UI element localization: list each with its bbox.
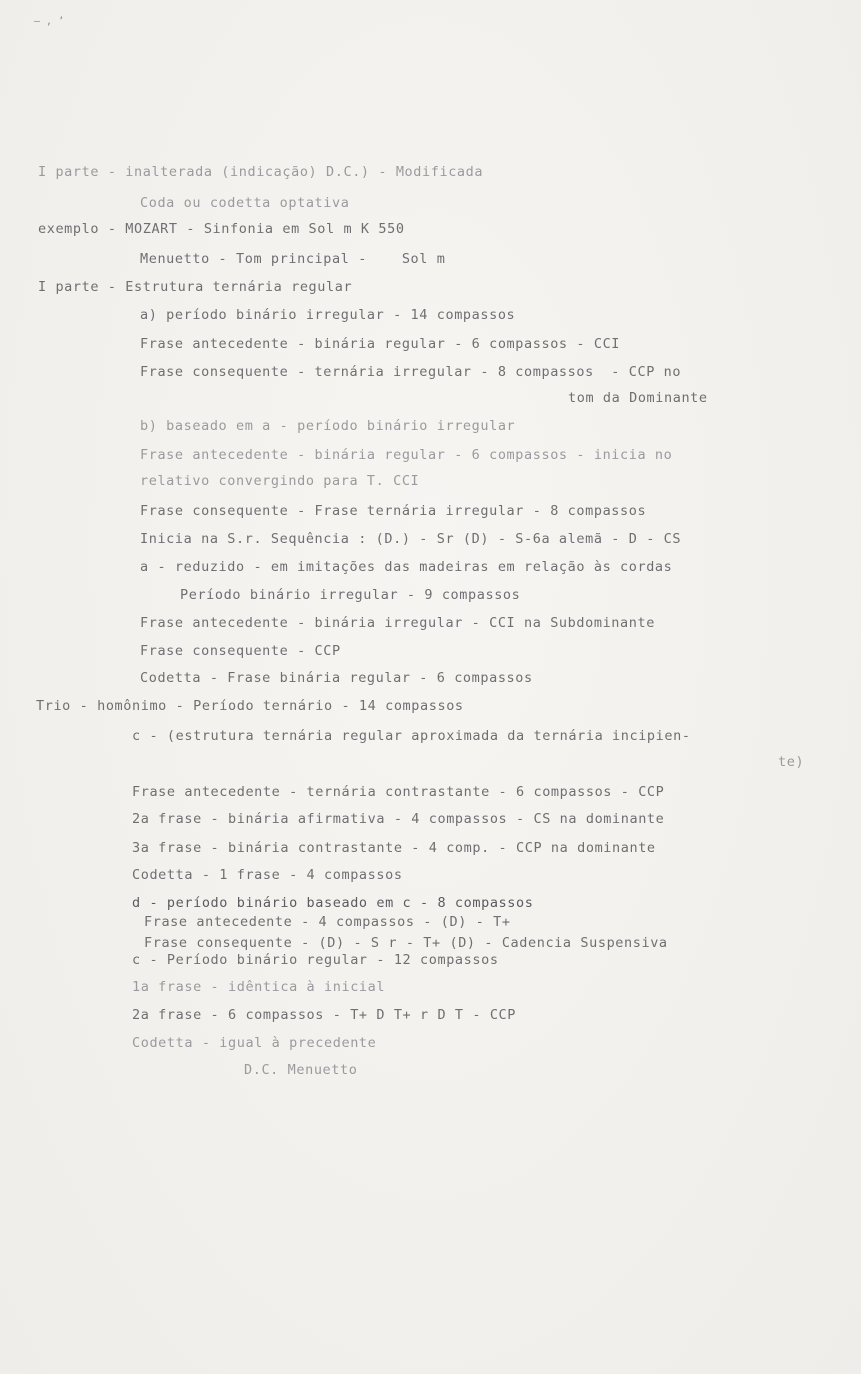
- doc-line: Frase antecedente - binária regular - 6 compassos - CCI: [140, 336, 621, 352]
- doc-line: I parte - Estrutura ternária regular: [38, 279, 353, 295]
- doc-line: tom da Dominante: [568, 390, 708, 406]
- doc-line: Codetta - Frase binária regular - 6 compassos: [140, 670, 533, 686]
- doc-line: D.C. Menuetto: [244, 1062, 358, 1078]
- doc-line: Codetta - igual à precedente: [132, 1035, 377, 1051]
- corner-mark: — , ’: [34, 16, 65, 27]
- doc-line: Coda ou codetta optativa: [140, 195, 350, 211]
- doc-line: Codetta - 1 frase - 4 compassos: [132, 867, 403, 883]
- doc-line: Frase consequente - ternária irregular - 8 compassos - CCP no: [140, 364, 682, 380]
- doc-line: a - reduzido - em imitações das madeiras em relação às cordas: [140, 559, 673, 575]
- doc-line: b) baseado em a - período binário irregular: [140, 418, 516, 434]
- doc-line: Inicia na S.r. Sequência : (D.) - Sr (D) - S-6a alemã - D - CS: [140, 531, 682, 547]
- doc-line: I parte - inalterada (indicação) D.C.) - Modificada: [38, 164, 484, 180]
- doc-line: Frase consequente - CCP: [140, 643, 341, 659]
- doc-line: Frase consequente - Frase ternária irregular - 8 compassos: [140, 503, 647, 519]
- doc-line: 3a frase - binária contrastante - 4 comp. - CCP na dominante: [132, 840, 656, 856]
- doc-line: c - (estrutura ternária regular aproximada da ternária incipien-: [132, 728, 691, 744]
- doc-line: Frase consequente - (D) - S r - T+ (D) - Cadencia Suspensiva: [144, 935, 668, 951]
- doc-line: Frase antecedente - binária regular - 6 compassos - inicia no: [140, 447, 673, 463]
- doc-line: a) período binário irregular - 14 compassos: [140, 307, 516, 323]
- doc-line: Menuetto - Tom principal - Sol m: [140, 251, 446, 267]
- doc-line: exemplo - MOZART - Sinfonia em Sol m K 550: [38, 221, 405, 237]
- doc-line: 2a frase - binária afirmativa - 4 compassos - CS na dominante: [132, 811, 665, 827]
- doc-line: 1a frase - idêntica à inicial: [132, 979, 386, 995]
- doc-line: Período binário irregular - 9 compassos: [180, 587, 521, 603]
- doc-line: Frase antecedente - ternária contrastante - 6 compassos - CCP: [132, 784, 665, 800]
- doc-line: te): [778, 754, 805, 770]
- doc-line: Frase antecedente - binária irregular - CCI na Subdominante: [140, 615, 655, 631]
- doc-line: d - período binário baseado em c - 8 compassos: [132, 895, 534, 911]
- doc-line: Trio - homônimo - Período ternário - 14 compassos: [36, 698, 464, 714]
- doc-line: 2a frase - 6 compassos - T+ D T+ r D T - CCP: [132, 1007, 517, 1023]
- doc-line: Frase antecedente - 4 compassos - (D) - T+: [144, 914, 511, 930]
- doc-line: relativo convergindo para T. CCI: [140, 473, 420, 489]
- doc-line: c - Período binário regular - 12 compassos: [132, 952, 499, 968]
